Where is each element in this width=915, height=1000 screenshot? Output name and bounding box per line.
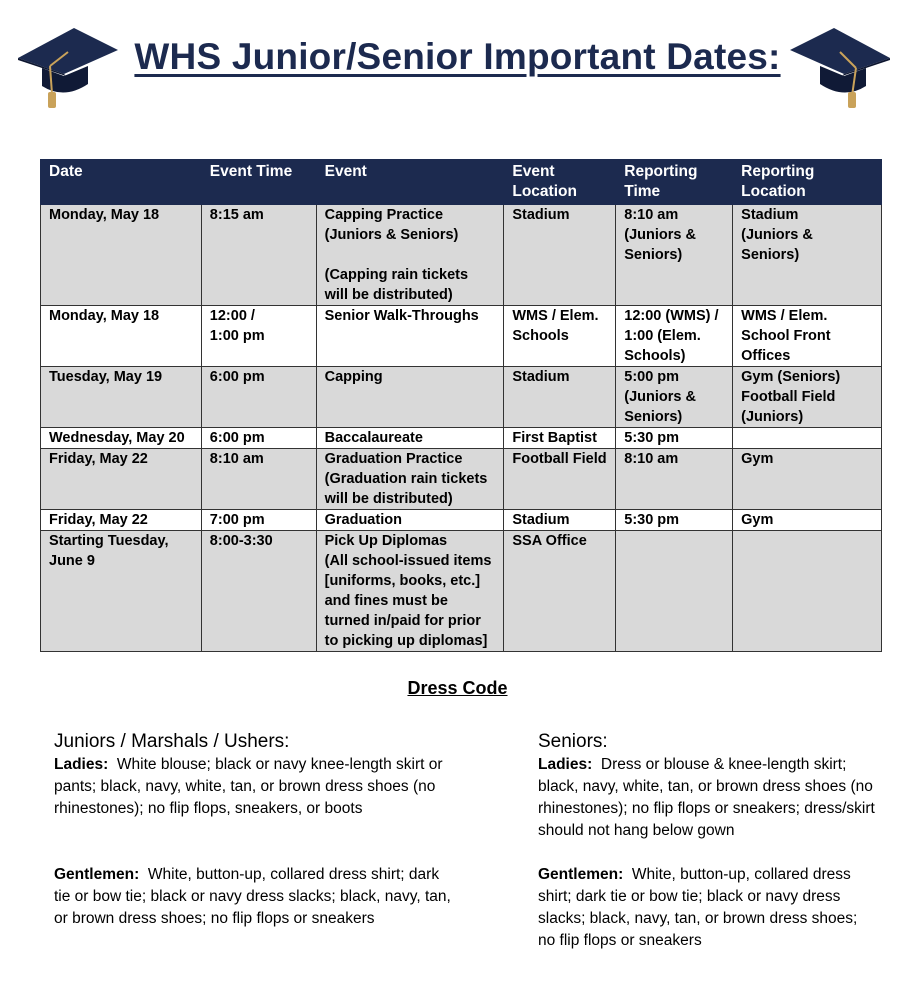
reporting-time-cell: 8:10 am bbox=[616, 449, 733, 510]
event-time-cell: 6:00 pm bbox=[201, 367, 316, 428]
table-row bbox=[41, 449, 882, 510]
juniors-dress-code bbox=[54, 730, 454, 930]
event-time-cell: 8:10 am bbox=[201, 449, 316, 510]
event-location-cell: Football Field bbox=[504, 449, 616, 510]
reporting-location-cell: Stadium (Juniors & Seniors) bbox=[733, 205, 882, 306]
dress-code-title: Dress Code bbox=[407, 678, 508, 698]
reporting-location-cell: Gym bbox=[733, 510, 882, 531]
event-time-cell: 7:00 pm bbox=[201, 510, 316, 531]
seniors-gentlemen bbox=[538, 864, 878, 952]
date-cell: Friday, May 22 bbox=[41, 449, 202, 510]
ladies-label: Ladies: bbox=[538, 756, 593, 773]
reporting-time-cell: 12:00 (WMS) / 1:00 (Elem. Schools) bbox=[616, 306, 733, 367]
reporting-location-cell: Gym (Seniors) Football Field (Juniors) bbox=[733, 367, 882, 428]
header-event: Event bbox=[316, 160, 504, 205]
table-row bbox=[41, 367, 882, 428]
event-location-cell: Stadium bbox=[504, 510, 616, 531]
juniors-ladies bbox=[54, 754, 454, 820]
event-time-cell: 8:15 am bbox=[201, 205, 316, 306]
reporting-time-cell bbox=[616, 531, 733, 652]
event-time-cell: 8:00-3:30 bbox=[201, 531, 316, 652]
header-event-location: Event Location bbox=[504, 160, 616, 205]
important-dates-table bbox=[40, 159, 882, 652]
event-cell: Graduation bbox=[316, 510, 504, 531]
reporting-time-cell: 5:30 pm bbox=[616, 510, 733, 531]
reporting-time-cell: 8:10 am (Juniors & Seniors) bbox=[616, 205, 733, 306]
table-row bbox=[41, 531, 882, 652]
date-cell: Starting Tuesday, June 9 bbox=[41, 531, 202, 652]
table-body bbox=[41, 205, 882, 652]
event-cell: Capping Practice (Juniors & Seniors) (Capping rain tickets will be distributed) bbox=[316, 205, 504, 306]
seniors-dress-code bbox=[538, 730, 878, 952]
date-cell: Friday, May 22 bbox=[41, 510, 202, 531]
table-row bbox=[41, 306, 882, 367]
ladies-text: Dress or blouse & knee-length skirt; black, navy, white, tan, or brown dress shoes (no rhinestones); no flip flops or sneakers; dress/skirt should not hang below gown bbox=[538, 756, 875, 839]
graduation-cap-icon bbox=[786, 18, 894, 110]
table-row bbox=[41, 510, 882, 531]
event-time-cell: 12:00 / 1:00 pm bbox=[201, 306, 316, 367]
date-cell: Tuesday, May 19 bbox=[41, 367, 202, 428]
reporting-time-cell: 5:00 pm (Juniors & Seniors) bbox=[616, 367, 733, 428]
gentlemen-label: Gentlemen: bbox=[54, 866, 140, 883]
reporting-location-cell bbox=[733, 531, 882, 652]
juniors-gentlemen bbox=[54, 864, 454, 930]
seniors-heading: Seniors: bbox=[538, 731, 608, 752]
event-cell: Senior Walk-Throughs bbox=[316, 306, 504, 367]
header-event-time: Event Time bbox=[201, 160, 316, 205]
event-cell: Capping bbox=[316, 367, 504, 428]
seniors-ladies bbox=[538, 754, 878, 842]
date-cell: Monday, May 18 bbox=[41, 205, 202, 306]
page-title: WHS Junior/Senior Important Dates: bbox=[134, 36, 781, 77]
event-cell: Baccalaureate bbox=[316, 428, 504, 449]
reporting-location-cell bbox=[733, 428, 882, 449]
table-row bbox=[41, 428, 882, 449]
event-time-cell: 6:00 pm bbox=[201, 428, 316, 449]
reporting-location-cell: Gym bbox=[733, 449, 882, 510]
event-location-cell: Stadium bbox=[504, 367, 616, 428]
reporting-time-cell: 5:30 pm bbox=[616, 428, 733, 449]
page-header bbox=[0, 0, 915, 120]
header-date: Date bbox=[41, 160, 202, 205]
reporting-location-cell: WMS / Elem. School Front Offices bbox=[733, 306, 882, 367]
header-reporting-location: Reporting Location bbox=[733, 160, 882, 205]
event-location-cell: First Baptist bbox=[504, 428, 616, 449]
event-location-cell: SSA Office bbox=[504, 531, 616, 652]
event-cell: Graduation Practice (Graduation rain tickets will be distributed) bbox=[316, 449, 504, 510]
table-row bbox=[41, 205, 882, 306]
gentlemen-label: Gentlemen: bbox=[538, 866, 624, 883]
ladies-text: White blouse; black or navy knee-length skirt or pants; black, navy, white, tan, or brown dress shoes (no rhinestones); no flip flops, sneakers, or boots bbox=[54, 756, 443, 817]
event-cell: Pick Up Diplomas (All school-issued items [uniforms, books, etc.] and fines must be turned in/paid for prior to picking up diplomas] bbox=[316, 531, 504, 652]
ladies-label: Ladies: bbox=[54, 756, 109, 773]
date-cell: Wednesday, May 20 bbox=[41, 428, 202, 449]
gentlemen-text: White, button-up, collared dress shirt; dark tie or bow tie; black or navy dress slacks; black, navy, tan, or brown dress shoes; no flip flops or sneakers bbox=[54, 866, 451, 927]
table-header-row bbox=[41, 160, 882, 205]
date-cell: Monday, May 18 bbox=[41, 306, 202, 367]
juniors-heading: Juniors / Marshals / Ushers: bbox=[54, 731, 290, 752]
gentlemen-text: White, button-up, collared dress shirt; dark tie or bow tie; black or navy dress slacks; black, navy, tan, or brown dress shoes; no flip flops or sneakers bbox=[538, 866, 858, 949]
event-location-cell: Stadium bbox=[504, 205, 616, 306]
header-reporting-time: Reporting Time bbox=[616, 160, 733, 205]
event-location-cell: WMS / Elem. Schools bbox=[504, 306, 616, 367]
